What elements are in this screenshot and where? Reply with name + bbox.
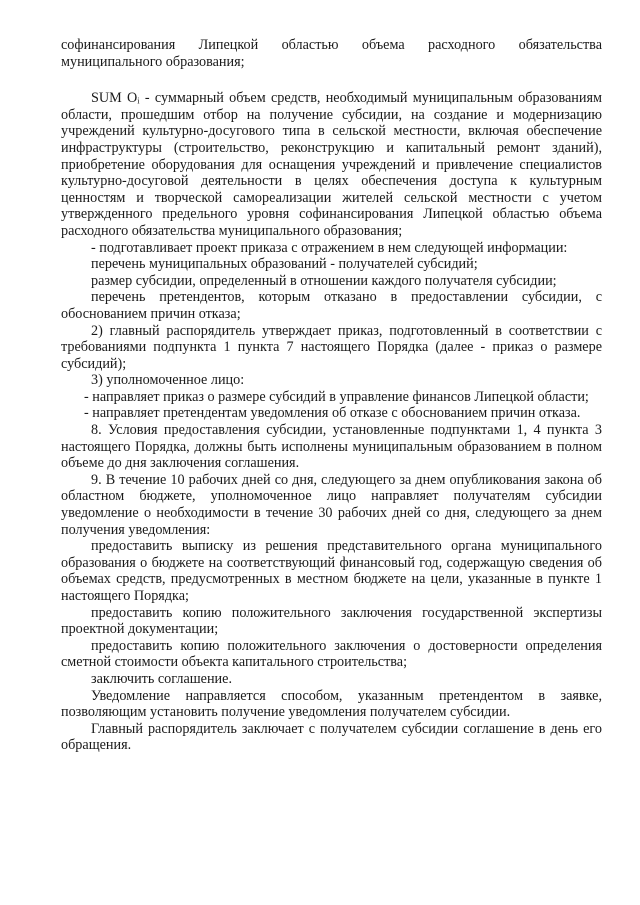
paragraph-cofinancing-end: софинансирования Липецкой областью объема расходного обязательства муниципального образования; xyxy=(61,37,602,70)
paragraph-send-order: - направляет приказ о размере субсидий в управление финансов Липецкой области; xyxy=(84,388,589,405)
paragraph-provide-extract: предоставить выписку из решения представительного органа муниципального образования о бюджете на соответствующий финансовый год, содержащую сведения об объемах средств, предусмотренных в местном бюджете на цели, указанные в пункте 1 настоящего Порядка; xyxy=(61,538,602,604)
paragraph-authorized-person: 3) уполномоченное лицо: xyxy=(91,372,245,389)
paragraph-item-8: 8. Условия предоставления субсидии, установленные подпунктами 1, 4 пункта 3 настоящего Порядка, должны быть исполнены муниципальным образованием в полном объеме до дня заключения соглашения. xyxy=(61,422,602,472)
paragraph-provide-cost-conclusion: предоставить копию положительного заключения о достоверности определения сметной стоимости объекта капитального строительства; xyxy=(61,637,602,671)
paragraph-approve-order: 2) главный распорядитель утверждает приказ, подготовленный в соответствии с требованиями подпункта 1 пункта 7 настоящего Порядка (далее - приказ о размере субсидий); xyxy=(61,322,602,372)
paragraph-provide-expertise: предоставить копию положительного заключения государственной экспертизы проектной документации; xyxy=(61,604,602,638)
paragraph-list-recipients: перечень муниципальных образований - получателей субсидий; xyxy=(91,256,478,273)
paragraph-gap xyxy=(61,70,602,90)
paragraph-refused-applicants: перечень претендентов, которым отказано в предоставлении субсидии, с обоснованием причин отказа; xyxy=(61,289,602,322)
paragraph-prepare-order: - подготавливает проект приказа с отражением в нем следующей информации: xyxy=(91,239,568,256)
paragraph-sum-definition: SUM Oᵢ - суммарный объем средств, необходимый муниципальным образованиям области, прошедшим отбор на получение субсидии, на создание и модернизацию учреждений культурно-досугового типа в сельской местности, включая обеспечение инфраструктуры (строительство, реконструкцию и капитальный ремонт зданий), приобретение оборудования для оснащения учреждений и привлечение специалистов культурно-досуговой деятельности в целях обеспечения доступа к культурным ценностям и творческой самореализации жителей сельской местности с учетом утвержденного предельного уровня софинансирования Липецкой областью объема расходного обязательства муниципального образования; xyxy=(61,90,602,239)
paragraph-agreement-day: Главный распорядитель заключает с получателем субсидии соглашение в день его обращения. xyxy=(61,720,602,754)
paragraph-item-9: 9. В течение 10 рабочих дней со дня, следующего за днем опубликования закона об областном бюджете, уполномоченное лицо направляет получателям субсидии уведомление о необходимости в течение 30 рабочих дней со дня, следующего за днем получения уведомления: xyxy=(61,471,602,538)
paragraph-conclude-agreement: заключить соглашение. xyxy=(91,670,232,687)
paragraph-notification-method: Уведомление направляется способом, указанным претендентом в заявке, позволяющим установить получение уведомления получателем субсидии. xyxy=(61,687,602,721)
paragraph-subsidy-size: размер субсидии, определенный в отношении каждого получателя субсидии; xyxy=(91,272,557,289)
paragraph-send-refusals: - направляет претендентам уведомления об отказе с обоснованием причин отказа. xyxy=(84,405,581,422)
